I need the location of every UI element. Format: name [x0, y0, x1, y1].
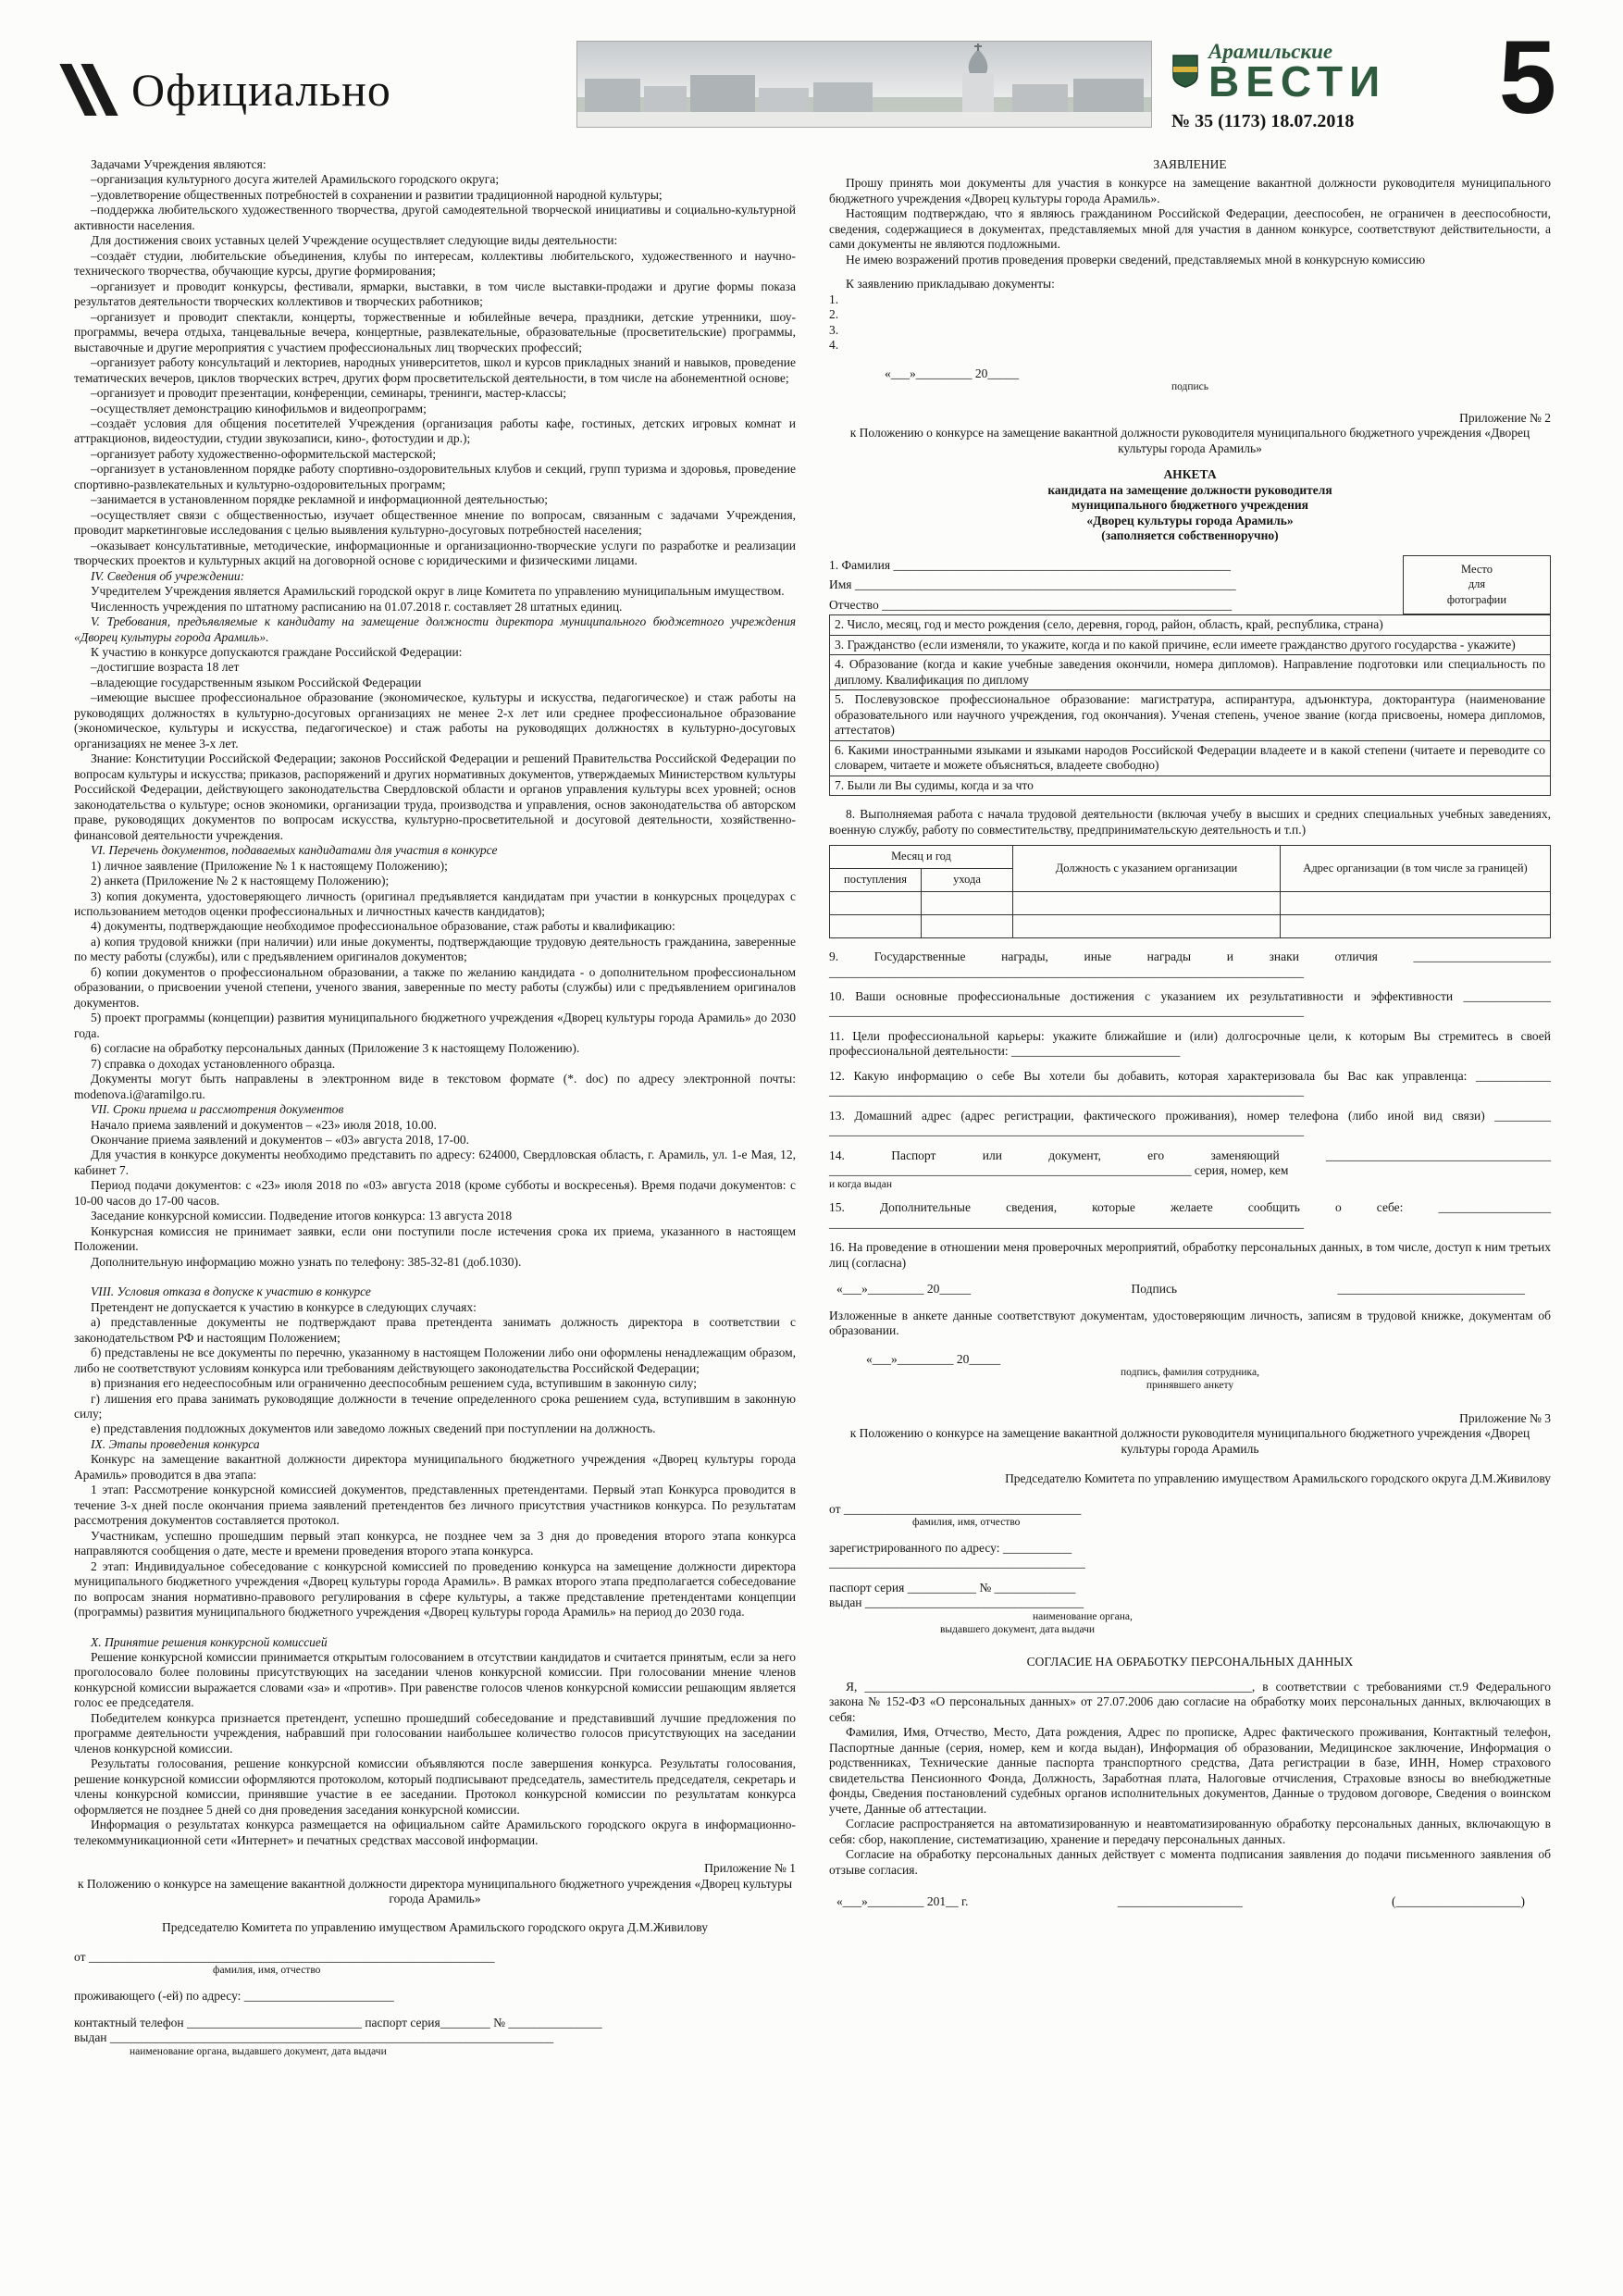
paragraph: в) признания его недееспособным или ограниченно дееспособным решением суда, вступившим в законную силу; [91, 1376, 697, 1391]
cityscape-illustration [577, 42, 1151, 127]
paragraph: подпись [1171, 381, 1209, 393]
paragraph: Конкурсная комиссия не принимает заявки, если они поступили после истечения срока их приема, указанного в настоящем Положении. [74, 1223, 796, 1254]
paragraph: кандидата на замещение должности руководителя [1047, 482, 1332, 497]
article-body [74, 157, 1551, 2058]
paragraph: выдан _______________________________________________________________________ [74, 2030, 554, 2045]
paragraph: –создаёт условия для общения посетителей Учреждения (организация работы кафе, гостиных, детских игровых комнат и аттракционов, видеостудии, студии звукозаписи, кино-, фотостудии и др.); [74, 416, 796, 446]
signature-part: «___»_________ 201__ г. [836, 1893, 969, 1908]
paragraph: 11. Цели профессиональной карьеры: укажите ближайшие и (или) долгосрочные цели, к которым Вы стремитесь в своей профессиональной деятельности: ___________________________ [829, 1028, 1551, 1059]
paragraph: Согласие распространяется на автоматизированную и неавтоматизированную обработку персональных данных, включающую в себя: сбор, накопление, систематизацию, хранение и передачу персональных данных. [829, 1817, 1551, 1846]
paragraph: ЗАЯВЛЕНИЕ [1153, 157, 1227, 171]
paragraph: б) копии документов о профессиональном образовании, а также по желанию кандидата - о дополнительном профессиональном образовании, о присвоении ученой степени, ученого звания, заверенные по месту работы (службы) или с предъявлением оригиналов документов. [74, 964, 796, 1010]
paragraph: Заседание конкурсной комиссии. Подведение итогов конкурса: 13 августа 2018 [91, 1209, 513, 1223]
paragraph: муниципального бюджетного учреждения [1071, 498, 1308, 513]
paragraph: Прошу принять мои документы для участия в конкурсе на замещение вакантной должности руководителя муниципального бюджетного учреждения «Дворец культуры города Арамиль». [829, 176, 1551, 205]
anketa-item: 5. Послевузовское профессиональное образование: магистратура, аспирантура, адъюнктура, докторантура (наименование образовательного или научного учреждения, год окончания). Ученая степень, ученое звание (когда присвоены, номера дипломов, аттестатов) [830, 690, 1550, 740]
paragraph: подпись, фамилия сотрудника, [1121, 1367, 1259, 1379]
paragraph: Претендент не допускается к участию в конкурсе в следующих случаях: [91, 1299, 477, 1314]
paragraph: 4) документы, подтверждающие необходимое профессиональное образование, стаж работы и квалификацию: [91, 919, 675, 934]
anketa-item: 3. Гражданство (если изменяли, то укажите, когда и по какой причине, если имеете гражданство другого государства - укажите) [830, 636, 1550, 655]
paragraph: 7) справка о доходах установленного образца. [91, 1056, 336, 1071]
paragraph: Документы могут быть направлены в электронном виде в текстовом формате (*. doc) по адресу электронной почты: modenova.i@aramilgo.ru. [74, 1072, 796, 1101]
right-column [829, 157, 1551, 2058]
paragraph: Председателю Комитета по управлению имуществом Арамильского городского округа Д.М.Живилову [1005, 1471, 1551, 1486]
paragraph: Информация о результатах конкурса размещается на официальном сайте Арамильского городского округа в информационно-телекоммуникационной сети «Интернет» и печатных средствах массовой информации. [74, 1818, 796, 1847]
signature-part: «___»_________ 20_____ [836, 1282, 972, 1297]
paragraph: –оказывает консультативные, методические, информационные и организационно-творческие услуги по разработке и реализации творческих проектов и культурных акций на договорной основе с юридическими и физическими лицами. [74, 538, 796, 568]
anketa-item: 6. Какими иностранными языками и языками народов Российской Федерации владеете и в какой степени (читаете и переводите со словарем, читаете и можете объясняться, владеете свободно) [830, 741, 1550, 776]
paragraph: 8. Выполняемая работа с начала трудовой деятельности (включая учебу в высших и средних специальных учебных заведениях, военную службу, работу по совместительству, предпринимательскую деятельность и т.п.) [829, 807, 1551, 837]
form-line: Отчество ________________________________________________________ [829, 597, 1233, 612]
paragraph: а) представленные документы не подтверждают права претендента занимать должность директора в соответствии с законодательством РФ и настоящим Положением; [74, 1315, 796, 1345]
paragraph: (заполняется собственноручно) [1101, 528, 1279, 543]
paragraph: 10. Ваши основные профессиональные достижения с указанием их результативности и эффективности ______________ ____________________________________________________________________________ [829, 988, 1551, 1019]
paragraph: Согласие на обработку персональных данных действует с момента подписания заявления до подачи письменного заявления об отзыве согласия. [829, 1847, 1551, 1877]
work-history-table [829, 845, 1551, 938]
paragraph: –достигшие возраста 18 лет [91, 660, 240, 675]
paragraph: –осуществляет демонстрацию кинофильмов и видеопрограмм; [91, 401, 427, 416]
anketa-item: 7. Были ли Вы судимы, когда и за что [835, 777, 1034, 792]
signature-part: (____________________) [1391, 1893, 1525, 1908]
paragraph: наименование органа, [1033, 1610, 1133, 1622]
paragraph: 1) личное заявление (Приложение № 1 к настоящему Положению); [91, 858, 448, 873]
anketa-items-table [829, 614, 1551, 796]
crest-icon [1171, 54, 1199, 89]
paragraph: К заявлению прикладываю документы: [846, 277, 1055, 292]
anketa-item-1 [829, 555, 1551, 615]
paragraph: 5) проект программы (концепции) развития муниципального бюджетного учреждения «Дворец культуры города Арамиль» до 2030 года. [74, 1011, 796, 1040]
paragraph: наименование органа, выдавшего документ, дата выдачи [130, 2045, 387, 2057]
paragraph: Приложение № 1 [704, 1861, 796, 1876]
paragraph: к Положению о конкурсе на замещение вакантной должности руководителя муниципального бюджетного учреждения «Дворец культуры города Арамиль [849, 1426, 1530, 1456]
paragraph: 16. На проведение в отношении меня проверочных мероприятий, обработку персональных данных, в том числе, доступ к ним третьих лиц (согласна) [829, 1240, 1551, 1270]
work-table-cell [830, 915, 922, 938]
paragraph: б) представлены не все документы по перечню, указанному в настоящем Положении либо они оформлены ненадлежащим образом, либо не соответствуют условиям конкурса или требованиям действующего законодательства Российской Федерации; [74, 1346, 796, 1375]
paragraph: V. Требования, предъявляемые к кандидату на замещение должности директора муниципального бюджетного учреждения «Дворец культуры города Арамиль». [74, 614, 796, 644]
paragraph: фамилия, имя, отчество [912, 1517, 1021, 1529]
paragraph: Председателю Комитета по управлению имуществом Арамильского городского округа Д.М.Живилову [162, 1919, 708, 1934]
paragraph: 1 этап: Рассмотрение конкурсной комиссией документов, представленных претендентами. Первый этап Конкурса проводится в течение 3-х дней после окончания приема заявлений претендентов без личного присутствия участников конкурса. По результатам рассмотрения документов составляется протокол. [74, 1483, 796, 1528]
paragraph: К участию в конкурсе допускаются граждане Российской Федерации: [91, 645, 463, 659]
paragraph: Решение конкурсной комиссии принимается открытым голосованием в отсутствии кандидатов и считается принятым, если за него проголосовало более половины присутствующих на заседании членов конкурсной комиссии. При голосовании мнение членов конкурсной комиссии выражается словами «за» и «против». При равенстве голосов членов конкурсной комиссии решающим является голос ее председателя. [74, 1650, 796, 1710]
paragraph: принявшего анкету [1146, 1380, 1234, 1392]
paragraph: Участникам, успешно прошедшим первый этап конкурса, не позднее чем за 3 дня до проведения второго этапа конкурса направляются сообщения о дате, месте и времени проведения второго этапа конкурса. [74, 1528, 796, 1558]
paragraph: Период подачи документов: с «23» июля 2018 по «03» августа 2018 (кроме субботы и воскресенья). Время подачи документов: с 10-00 часов до 17-00 часов. [74, 1178, 796, 1208]
paragraph: –организует работу консультаций и лекториев, народных университетов, школ и курсов прикладных знаний и навыков, проведение тематических вечеров, циклов творческих встреч, других форм просветительской деятельности, в том числе на абонементной основе; [74, 355, 796, 385]
paragraph: к Положению о конкурсе на замещение вакантной должности директора муниципального бюджетного учреждения «Дворец культуры города Арамиль» [77, 1876, 793, 1906]
paragraph: –удовлетворение общественных потребностей в сохранении и развитии традиционной народной культуры; [91, 187, 663, 202]
paragraph: –владеющие государственным языком Российской Федерации [91, 675, 422, 689]
work-table-cell [1281, 915, 1551, 938]
paragraph: контактный телефон ____________________________ паспорт серия________ № _______________ [74, 2015, 602, 2029]
paragraph: VII. Сроки приема и рассмотрения документов [91, 1102, 344, 1117]
section-header [72, 63, 391, 117]
paragraph: –организует в установленном порядке работу спортивно-оздоровительных клубов и секций, групп туризма и здоровья, проведение спортивно-развлекательных и культурно-оздоровительных программ; [74, 462, 796, 491]
paragraph: 12. Какую информацию о себе Вы хотели бы добавить, которая характеризовала бы Вас как управленца: ____________ ____________________________________________________________________________ [829, 1068, 1551, 1098]
work-table-cell [922, 892, 1013, 915]
paragraph: Дополнительную информацию можно узнать по телефону: 385-32-81 (доб.1030). [91, 1254, 522, 1269]
paragraph: 3. [829, 322, 839, 337]
form-line: Имя _____________________________________________________________ [829, 577, 1236, 592]
issue-line: № 35 (1173) 18.07.2018 [1171, 111, 1355, 131]
photo-placeholder-line: Место [1461, 563, 1493, 577]
signature-part: Подпись [1131, 1282, 1178, 1297]
paragraph: Начало приема заявлений и документов – «23» июля 2018, 10.00. [91, 1117, 437, 1132]
paragraph: Приложение № 2 [1459, 410, 1551, 425]
paragraph: 14. Паспорт или документ, его заменяющий ____________________________________ __________________________________________________________ серия, номер, кем [829, 1148, 1551, 1178]
paragraph: СОГЛАСИЕ НА ОБРАБОТКУ ПЕРСОНАЛЬНЫХ ДАННЫХ [1026, 1655, 1354, 1669]
paragraph: –организует и проводит презентации, конференции, семинары, тренинги, мастер-классы; [91, 386, 566, 401]
photo-placeholder-line: для [1468, 577, 1486, 591]
work-table-cell [1013, 892, 1281, 915]
paragraph: а) копия трудовой книжки (при наличии) или иные документы, подтверждающие трудовую деятельность гражданина, заверенные по месту работы (службы), или с предъявлением оригиналов документов; [74, 934, 796, 964]
signature-row [829, 1282, 1551, 1297]
paragraph: Изложенные в анкете данные соответствуют документам, удостоверяющим личность, записям в трудовой книжке, документам об образовании. [829, 1308, 1551, 1338]
paragraph: 9. Государственные награды, иные награды и знаки отличия ______________________ ____________________________________________________________________________ [829, 949, 1551, 979]
paragraph: 3) копия документа, удостоверяющего личность (оригинал предъявляется кандидатам при участии в конкурсных процедурах с использованием методов оценки профессиональных и личностных качеств кандидатов); [74, 888, 796, 918]
paragraph: Приложение № 3 [1459, 1410, 1551, 1425]
paragraph: –организует и проводит конкурсы, фестивали, ярмарки, выставки, в том числе выставки-продажи и другие формы показа результатов деятельности творческих коллективов и творческих работников; [74, 279, 796, 309]
section-title: Официально [131, 64, 391, 116]
photo-placeholder-line: фотографии [1446, 592, 1507, 606]
signature-part: ____________________ [1117, 1893, 1243, 1908]
paragraph: VI. Перечень документов, подаваемых кандидатами для участия в конкурсе [91, 843, 498, 858]
work-table-cell [1013, 915, 1281, 938]
paragraph: 2. [829, 307, 839, 322]
paragraph: –занимается в установленном порядке рекламной и информационной деятельностью; [91, 492, 549, 507]
masthead [72, 19, 1556, 144]
page-number: 5 [1498, 19, 1556, 135]
paragraph: Окончание приема заявлений и документов – «03» августа 2018, 17-00. [91, 1133, 470, 1147]
signature-part: ______________________________ [1337, 1282, 1525, 1297]
paragraph: «___»_________ 20_____ [866, 1351, 1001, 1366]
left-column [74, 157, 796, 2058]
photo-placeholder [1403, 555, 1551, 615]
paragraph: –организует и проводит спектакли, концерты, торжественные и юбилейные вечера, праздники, детские утренники, шоу-программы, вечера отдыха, танцевальные вечера, концертные, развлекательные, образовательные (просветительские) программы, выставочные и другие мероприятия с участием профессиональных лиц творческих профессий; [74, 309, 796, 354]
paragraph: 15. Дополнительные сведения, которые желаете сообщить о себе: __________________ ____________________________________________________________________________ [829, 1200, 1551, 1230]
paragraph: Задачами Учреждения являются: [91, 157, 266, 171]
paragraph: выдавшего документ, дата выдачи [940, 1623, 1096, 1635]
work-table-cell: поступления [830, 869, 922, 892]
paragraph: «Дворец культуры города Арамиль» [1086, 513, 1294, 527]
work-table-cell [830, 892, 922, 915]
paragraph: IX. Этапы проведения конкурса [91, 1436, 260, 1451]
paragraph: –организует работу художественно-оформительской мастерской; [91, 446, 437, 461]
masthead-photo [576, 41, 1152, 128]
signature-row [829, 1894, 1551, 1909]
work-table-cell [922, 915, 1013, 938]
paragraph: 13. Домашний адрес (адрес регистрации, фактического проживания), номер телефона (либо иной вид связи) _________ ____________________________________________________________________________ [829, 1108, 1551, 1138]
paragraph: –имеющие высшее профессиональное образование (экономическое, культуры и искусства, педагогическое) и стаж работы на руководящих должностях в культурно-досуговых организациях не менее 2-х лет или среднее профессиональное образование (экономическое, культуры и искусства, педагогическое) и стаж работы на руководящих должностях в культурно-досуговых организациях не менее 3-х лет. [74, 690, 796, 751]
paragraph: Победителем конкурса признается претендент, успешно прошедший собеседование и представивший лучшие предложения по программе деятельности учреждения, набравший при голосовании наибольшее количество голосов присутствующих на заседании членов конкурсной комиссии. [74, 1710, 796, 1756]
paragraph: Не имею возражений против проведения проверки сведений, представляемых мной в конкурсную комиссию [846, 252, 1426, 267]
paragraph: VIII. Условия отказа в допуске к участию в конкурсе [91, 1285, 371, 1299]
paragraph: г) лишения его права занимать руководящие должности в течение определенного срока решением суда, вступившим в законную силу; [74, 1391, 796, 1421]
paragraph: от ______________________________________ [829, 1501, 1082, 1516]
paragraph: –осуществляет связи с общественностью, изучает общественное мнение по вопросам, связанным с задачами Учреждения, проводит маркетинговые исследования с целью выявления культурно-досуговых потребностей населения; [74, 507, 796, 538]
paragraph: Фамилия, Имя, Отчество, Место, Дата рождения, Адрес по прописке, Адрес фактического проживания, Контактный телефон, Паспортные данные (серия, номер, кем и когда выдан), Информация об образовании, Медицинское заключение, Информация о родственниках, Технические данные паспорта транспортного средства, Дата регистрации в базе, ИНН, Номер страхового свидетельства Пенсионного Фонда, Должность, Заработная плата, Налоговые отчисления, Страховые взносы во внебюджетные фонды, Сведения постановлений судебных органов исполнительных документов, Данные о трудовом договоре, Сведения о воинском учете, Данные об аттестации. [829, 1725, 1551, 1816]
paragraph: 1. [829, 292, 839, 306]
paragraph: «___»_________ 20_____ [885, 366, 1020, 380]
paragraph: –создаёт студии, любительские объединения, клубы по интересам, коллективы любительского, художественного и научно-технического творчества, обучающие курсы, другие формирования; [74, 248, 796, 279]
paragraph: X. Принятие решения конкурсной комиссией [91, 1634, 328, 1649]
paragraph: 6) согласие на обработку персональных данных (Приложение 3 к настоящему Положению). [91, 1041, 580, 1056]
work-table-cell: Должность с указанием организации [1013, 846, 1281, 892]
brand-box [1166, 39, 1542, 105]
paragraph: –поддержка любительского художественного творчества, другой самодеятельной творческой инициативы и социально-культурной активности населения. [74, 203, 796, 232]
paragraph: Учредителем Учреждения является Арамильский городской округ в лице Комитета по управлению муниципальным имуществом. [91, 584, 785, 599]
work-table-cell: ухода [922, 869, 1013, 892]
paragraph: _________________________________________ [829, 1556, 1085, 1570]
paragraph: Я, ______________________________________________________________, в соответствии с требованиями ст.9 Федерального закона № 152-ФЗ «О персональных данных» от 27.07.2006 даю согласие на обработку моих персональных данных, включающих в себя: [829, 1679, 1551, 1724]
anketa-item: 2. Число, месяц, год и место рождения (село, деревня, город, район, область, край, республика, страна) [830, 615, 1550, 635]
brand-name [1208, 41, 1386, 103]
work-table-cell: Адрес организации (в том числе за границей) [1281, 846, 1551, 892]
paragraph: Для достижения своих уставных целей Учреждение осуществляет следующие виды деятельности: [91, 233, 618, 248]
paragraph: е) представления подложных документов или заведомо ложных сведений при поступлении на должность. [91, 1421, 656, 1436]
paragraph: от _________________________________________________________________ [74, 1949, 495, 1964]
work-table-cell [1281, 892, 1551, 915]
paragraph: Результаты голосования, решение конкурсной комиссии объявляются после завершения конкурса. Результаты голосования, решение конкурсной комиссии оформляются протоколом, который подписывают председатель, заместитель председателя, секретарь и члены конкурсной комиссии, принявшие участие в ее заседании. Протокол конкурсной комиссии по результатам конкурса оформляется не позднее 5 дней со дня проведения заседания конкурсной комиссии. [74, 1756, 796, 1817]
anketa-item: 4. Образование (когда и какие учебные заведения окончили, номера дипломов). Направление подготовки или специальность по диплому. Квалификация по диплому [830, 655, 1550, 690]
paragraph: 2) анкета (Приложение № 2 к настоящему Положению); [91, 874, 390, 888]
work-table-cell: Месяц и год [830, 846, 1013, 869]
brand-name-main: ВЕСТИ [1208, 56, 1387, 105]
paragraph: и когда выдан [829, 1178, 893, 1190]
paragraph: фамилия, имя, отчество [213, 1965, 321, 1977]
paragraph: 2 этап: Индивидуальное собеседование с конкурсной комиссией по проведению конкурса на замещение должности директора муниципального бюджетного учреждения «Дворец культуры города Арамиль». В рамках второго этапа предполагается собеседование по вопросам знания нормативно-правового регулирования в сфере культуры, а также представление претендентами концепции (программы) развития муниципального бюджетного учреждения «Дворец культуры города Арамиль» на период до 2030 года. [74, 1558, 796, 1620]
section-logo-icon [72, 64, 115, 116]
paragraph: зарегистрированного по адресу: ___________ [829, 1540, 1072, 1555]
paragraph: к Положению о конкурсе на замещение вакантной должности руководителя муниципального бюджетного учреждения «Дворец культуры города Арамиль» [849, 426, 1530, 455]
paragraph: Численность учреждения по штатному расписанию на 01.07.2018 г. составляет 28 штатных единиц. [91, 599, 623, 614]
paragraph: Конкурс на замещение вакантной должности директора муниципального бюджетного учреждения «Дворец культуры города Арамиль» проводится в два этапа: [74, 1452, 796, 1482]
form-line: 1. Фамилия ______________________________________________________ [829, 557, 1231, 572]
paragraph: выдан ___________________________________ [829, 1595, 1084, 1610]
brand-name-top: Арамильские [1208, 39, 1333, 63]
paragraph: IV. Сведения об учреждении: [91, 568, 245, 583]
paragraph: –организация культурного досуга жителей Арамильского городского округа; [91, 172, 500, 187]
paragraph: проживающего (-ей) по адресу: ________________________ [74, 1989, 394, 2004]
form-lines [829, 555, 1388, 615]
paragraph: Настоящим подтверждаю, что я являюсь гражданином Российской Федерации, дееспособен, не ограничен в дееспособности, сведения, содержащиеся в документах, представляемых мной для участия в данном конкурсе, соответствуют действительности, а сами документы не являются подложными. [829, 206, 1551, 252]
paragraph: Для участия в конкурсе документы необходимо представить по адресу: 624000, Свердловская область, г. Арамиль, ул. 1-е Мая, 12, кабинет 7. [74, 1148, 796, 1177]
paragraph: паспорт серия ___________ № _____________ [829, 1580, 1076, 1595]
paragraph: Знание: Конституции Российской Федерации; законов Российской Федерации и решений Правительства Российской Федерации по вопросам культуры и искусства; приказов, распоряжений и других нормативных документов, утверждаемых Министерством культуры Российской Федерации, действующего законодательства Свердловской области и органов управления культуры всех уровней; основ законодательства о культуре; основ экономики, организации труда, производства и управления, основ законодательства об авторском праве, руководящих документов по вопросам искусства, культурно-просветительной и досуговой деятельности, хозяйственно-финансовой деятельности учреждения. [74, 751, 796, 842]
paragraph: 4. [829, 338, 839, 353]
paragraph: АНКЕТА [1163, 467, 1217, 482]
